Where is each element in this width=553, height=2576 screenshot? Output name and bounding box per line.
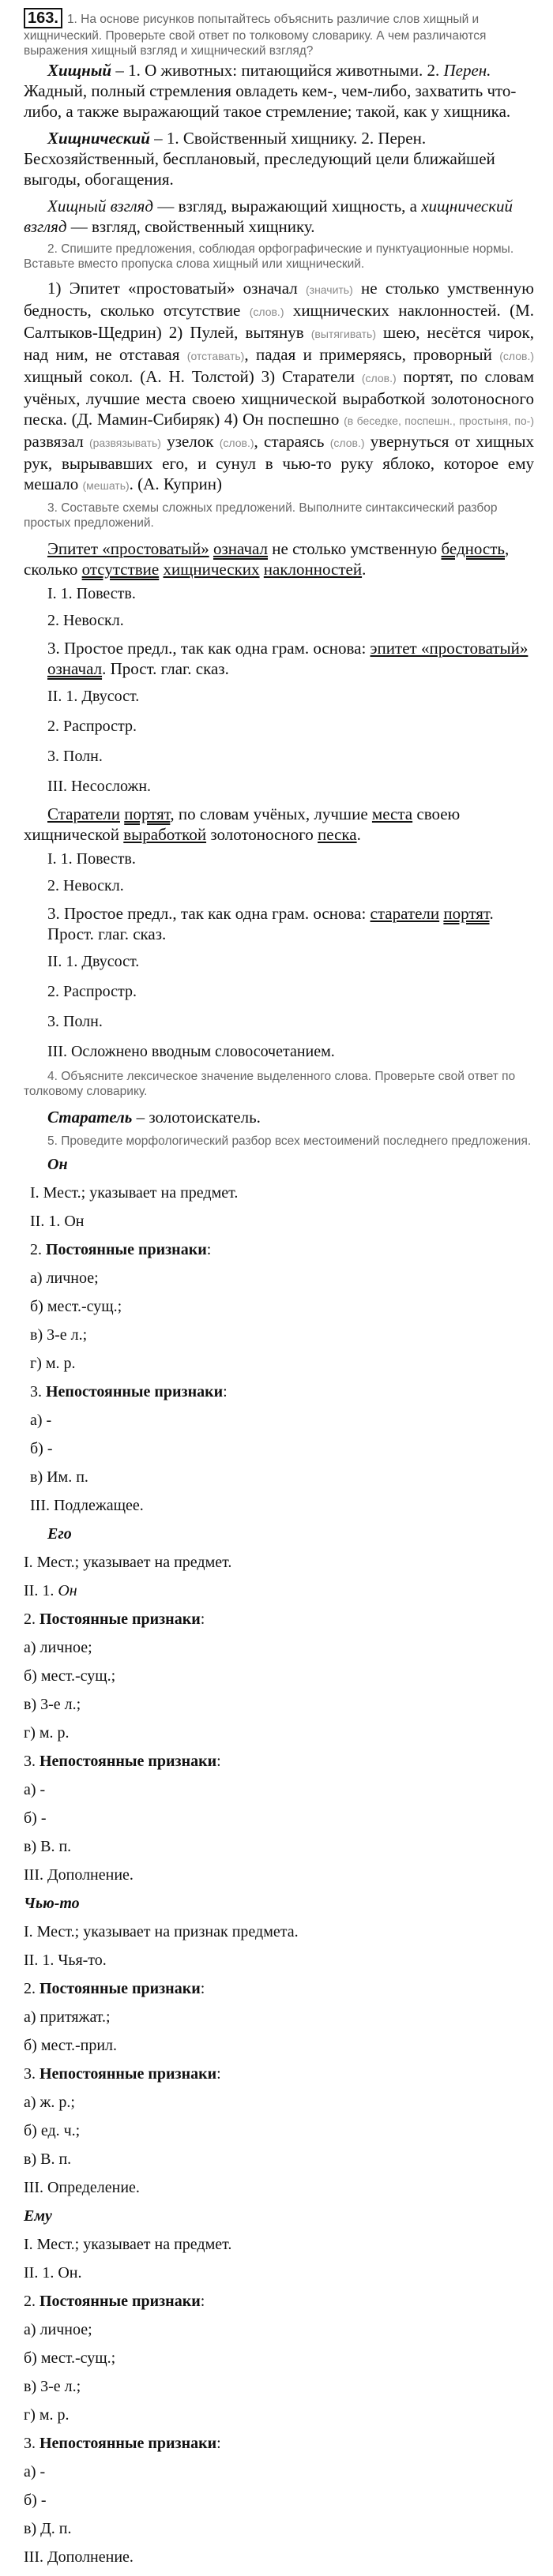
sentence-2: Старатели портят, по словам учёных, лучшие места своею хищнической выработкой золотоносного песка. — [24, 804, 461, 844]
task-1: 163. 1. На основе рисунков попытайтесь объяснить различие слов хищный и хищнический. Проверьте свой ответ по толковому словарику. А чем различаются выражения хищный взгляд и хищнический взгляд? — [24, 9, 487, 58]
task-2: 2. Спишите предложения, соблюдая орфографические и пунктуационные нормы. Вставьте вместо пропуска слова хищный или хищнический. — [24, 242, 514, 271]
task-4: 4. Объясните лексическое значение выделенного слова. Проверьте свой ответ по толковому словарику. — [24, 1070, 516, 1098]
task-3: 3. Составьте схемы сложных предложений. Выполните синтаксический разбор простых предложений. — [24, 501, 498, 530]
definition-khishchny: Хищный – 1. О животных: питающийся животными. 2. Перен. Жадный, полный стремления овладеть кем-, чем-либо, захватить что-либо, а также выражающий такое стремление; такой, как у хищника. — [24, 61, 517, 121]
exercise-number: 163. — [24, 8, 62, 28]
analysis-1: I. 1. Повеств. 2. Невоскл. 3. Простое предл., так как одна грам. основа: эпитет «простоватый» означал. Прост. глаг. сказ. II. 1. Двусост. 2. Распростр. 3. Полн. III. Несосложн. — [47, 585, 529, 795]
pronoun-chyu-to: Чью-то I. Мест.; указывает на признак предмета. II. 1. Чья-то. 2. Постоянные признаки: а) притяжат.; б) мест.-прил. 3. Непостоянные признаки: а) ж. р.; б) ед. ч.; в) В. п. III. Определение. — [24, 1895, 299, 2196]
definition-vzglyad: Хищный взгляд — взгляд, выражающий хищность, а хищнический взгляд — взгляд, свойственный хищнику. — [24, 197, 514, 236]
main-text: 1) Эпитет «простоватый» означал (значить) не столько умственную бедность, сколько отсутствие (слов.) хищнических наклонностей. (М. Салтыков-Щедрин) 2) Пулей, вытянув (вытягивать) шею, несётся чирок, над ним, не отставая (отставать), падая и примеряясь, проворный (слов.) хищный сокол. (А. Н. Толстой) 3) Старатели (слов.) портят, по словам учёных, лучшие места своею хищнической выработкой золотоносного песка. (Д. Мамин-Сибиряк) 4) Он поспешно (в беседке, поспешн., простыня, по-) развязал (развязывать) узелок (слов.), стараясь (слов.) увернуться от хищных рук, вырывавших его, и сунул в чью-то руку яблоко, которое ему мешало (мешать). (А. Куприн) — [24, 279, 535, 493]
pronoun-ego: Его I. Мест.; указывает на предмет. II. 1. Он 2. Постоянные признаки: а) личное; б) мест.-сущ.; в) 3-е л.; г) м. р. 3. Непостоянные признаки: а) - б) - в) В. п. III. Дополнение. — [24, 1525, 232, 1884]
sentence-1: Эпитет «простоватый» означал не столько умственную бедность, сколько отсутствие хищнических наклонностей. — [24, 539, 510, 579]
analysis-2: I. 1. Повеств. 2. Невоскл. 3. Простое предл., так как одна грам. основа: старатели портят. Прост. глаг. сказ. II. 1. Двусост. 2. Распростр. 3. Полн. III. Осложнено вводным словосочетанием. — [47, 850, 494, 1060]
pronoun-emu: Ему I. Мест.; указывает на предмет. II. 1. Он. 2. Постоянные признаки: а) личное; б) мест.-сущ.; в) 3-е л.; г) м. р. 3. Непостоянные признаки: а) - б) - в) Д. п. III. Дополнение. — [24, 2207, 232, 2566]
pronoun-on: Он I. Мест.; указывает на предмет. II. 1. Он 2. Постоянные признаки: а) личное; б) мест.-сущ.; в) 3-е л.; г) м. р. 3. Непостоянные признаки: а) - б) - в) Им. п. III. Подлежащее. — [30, 1156, 239, 1514]
task-5: 5. Проведите морфологический разбор всех местоимений последнего предложения. — [47, 1134, 532, 1148]
definition-khishchnichesky: Хищнический – 1. Свойственный хищнику. 2. Перен. Бесхозяйственный, бесплановый, преследующий цели ближайшей выгоды, обогащения. — [24, 129, 495, 189]
definition-staratel: Старатель – золотоискатель. — [47, 1108, 261, 1127]
